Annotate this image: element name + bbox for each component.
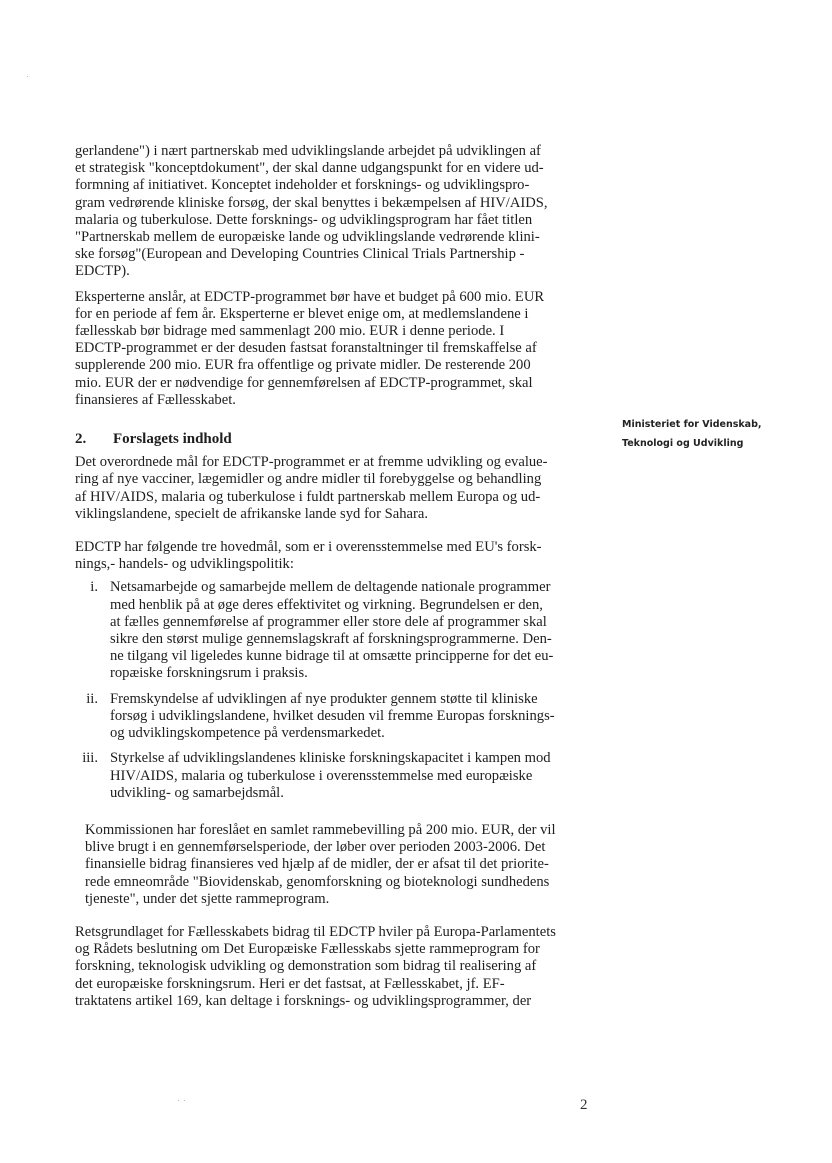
scan-speck bbox=[178, 1100, 179, 1101]
objectives-list bbox=[75, 579, 590, 801]
list-item bbox=[75, 691, 590, 743]
section-heading-number: 2. bbox=[75, 431, 87, 448]
main-text-column bbox=[75, 143, 590, 1010]
paragraph-2: Eksperterne anslår, at EDCTP-programmet bør have et budget på 600 mio. EUR for en periode af fem år. Eksperterne er blevet enige om, at medlemslandene i fællesskab bør bidrage med sammenlagt 200 mio. EUR i denne periode. I EDCTP-programmet er der desuden fastsat foranstaltninger til fremskaffelse af supplerende 200 mio. EUR fra offentlige og private midler. De resterende 200 mio. EUR der er nødvendige for gennemførelsen af EDCTP-programmet, skal finansieres af Fællesskabet. bbox=[75, 288, 545, 408]
paragraph-3: Det overordnede mål for EDCTP-programmet er at fremme udvikling og evalue- ring af nye vacciner, lægemidler og andre midler til forebyggelse og behandling af HIV/AIDS, malaria og tuberkulose i fuldt partnerskab mellem Europa og ud- viklingslandene, specielt de afrikanske lande syd for Sahara. bbox=[75, 454, 548, 522]
list-item-text: Netsamarbejde og samarbejde mellem de deltagende nationale programmer med henblik på at øge deres effektivitet og virkning. Begrundelsen er den, at fælles gennemførelse af programmer eller store dele af programmer skal sikre den størst mulige gennemslagskraft af forskningsprogrammerne. Den- ne tilgang vil ligeledes kunne bidrage til at omsætte principperne for det eu- ropæiske forskningsrum i praksis. bbox=[110, 579, 554, 682]
ministry-line-1: Ministeriet for Videnskab, bbox=[622, 419, 762, 430]
page-number: 2 bbox=[580, 1097, 588, 1113]
scan-speck bbox=[184, 1100, 185, 1101]
list-item-text: Fremskyndelse af udviklingen af nye produkter gennem støtte til kliniske forsøg i udviklingslandene, hvilket desuden vil fremme Europas forsknings- og udviklingskompetence på verdensmarkedet. bbox=[110, 690, 555, 742]
ministry-sidebar bbox=[622, 415, 822, 453]
paragraph-6: Retsgrundlaget for Fællesskabets bidrag til EDCTP hviler på Europa-Parlamentets og Rådets beslutning om Det Europæiske Fællesskabs sjette rammeprogram for forskning, teknologisk udvikling og demonstration som bidrag til realisering af det europæiske forskningsrum. Heri er det fastsat, at Fællesskabet, jf. EF- traktatens artikel 169, kan deltage i forsknings- og udviklingsprogrammer, der bbox=[75, 923, 556, 1009]
scan-speck bbox=[27, 76, 28, 77]
list-item-text: Styrkelse af udviklingslandenes kliniske forskningskapacitet i kampen mod HIV/AIDS, malaria og tuberkulose i overensstemmelse med europæiske udvikling- og samarbejdsmål. bbox=[110, 750, 551, 801]
ministry-line-2: Teknologi og Udvikling bbox=[622, 438, 744, 449]
list-marker: ii. bbox=[86, 690, 98, 707]
paragraph-4: EDCTP har følgende tre hovedmål, som er i overensstemmelse med EU's forsk- nings,- handels- og udviklingspolitik: bbox=[75, 539, 542, 573]
paragraph-5: Kommissionen har foreslået en samlet rammebevilling på 200 mio. EUR, der vil blive brugt i en gennemførselsperiode, der løber over perioden 2003-2006. Det finansielle bidrag finansieres ved hjælp af de midler, der er afsat til det priorite- rede emneområde "Biovidenskab, genomforskning og bioteknologi sundhedens tjeneste", under det sjette rammeprogram. bbox=[85, 821, 556, 907]
paragraph-1: gerlandene") i nært partnerskab med udviklingslande arbejdet på udviklingen af et strategisk "konceptdokument", der skal danne udgangspunkt for en videre ud- formning af initiativet. Konceptet indeholder et forsknings- og udviklingspro- gram vedrørende kliniske forsøg, der skal benyttes i bekæmpelsen af HIV/AIDS, malaria og tuberkulose. Dette forsknings- og udviklingsprogram har fået titlen "Partnerskab mellem de europæiske lande og udviklingslande vedrørende klini- ske forsøg"(European and Developing Countries Clinical Trials Partnership - EDCTP). bbox=[75, 143, 548, 280]
list-marker: i. bbox=[90, 579, 98, 596]
list-item bbox=[75, 579, 590, 682]
list-marker: iii. bbox=[82, 750, 98, 767]
section-heading-text: Forslagets indhold bbox=[113, 431, 232, 448]
list-item bbox=[75, 750, 590, 802]
section-heading bbox=[75, 431, 590, 448]
